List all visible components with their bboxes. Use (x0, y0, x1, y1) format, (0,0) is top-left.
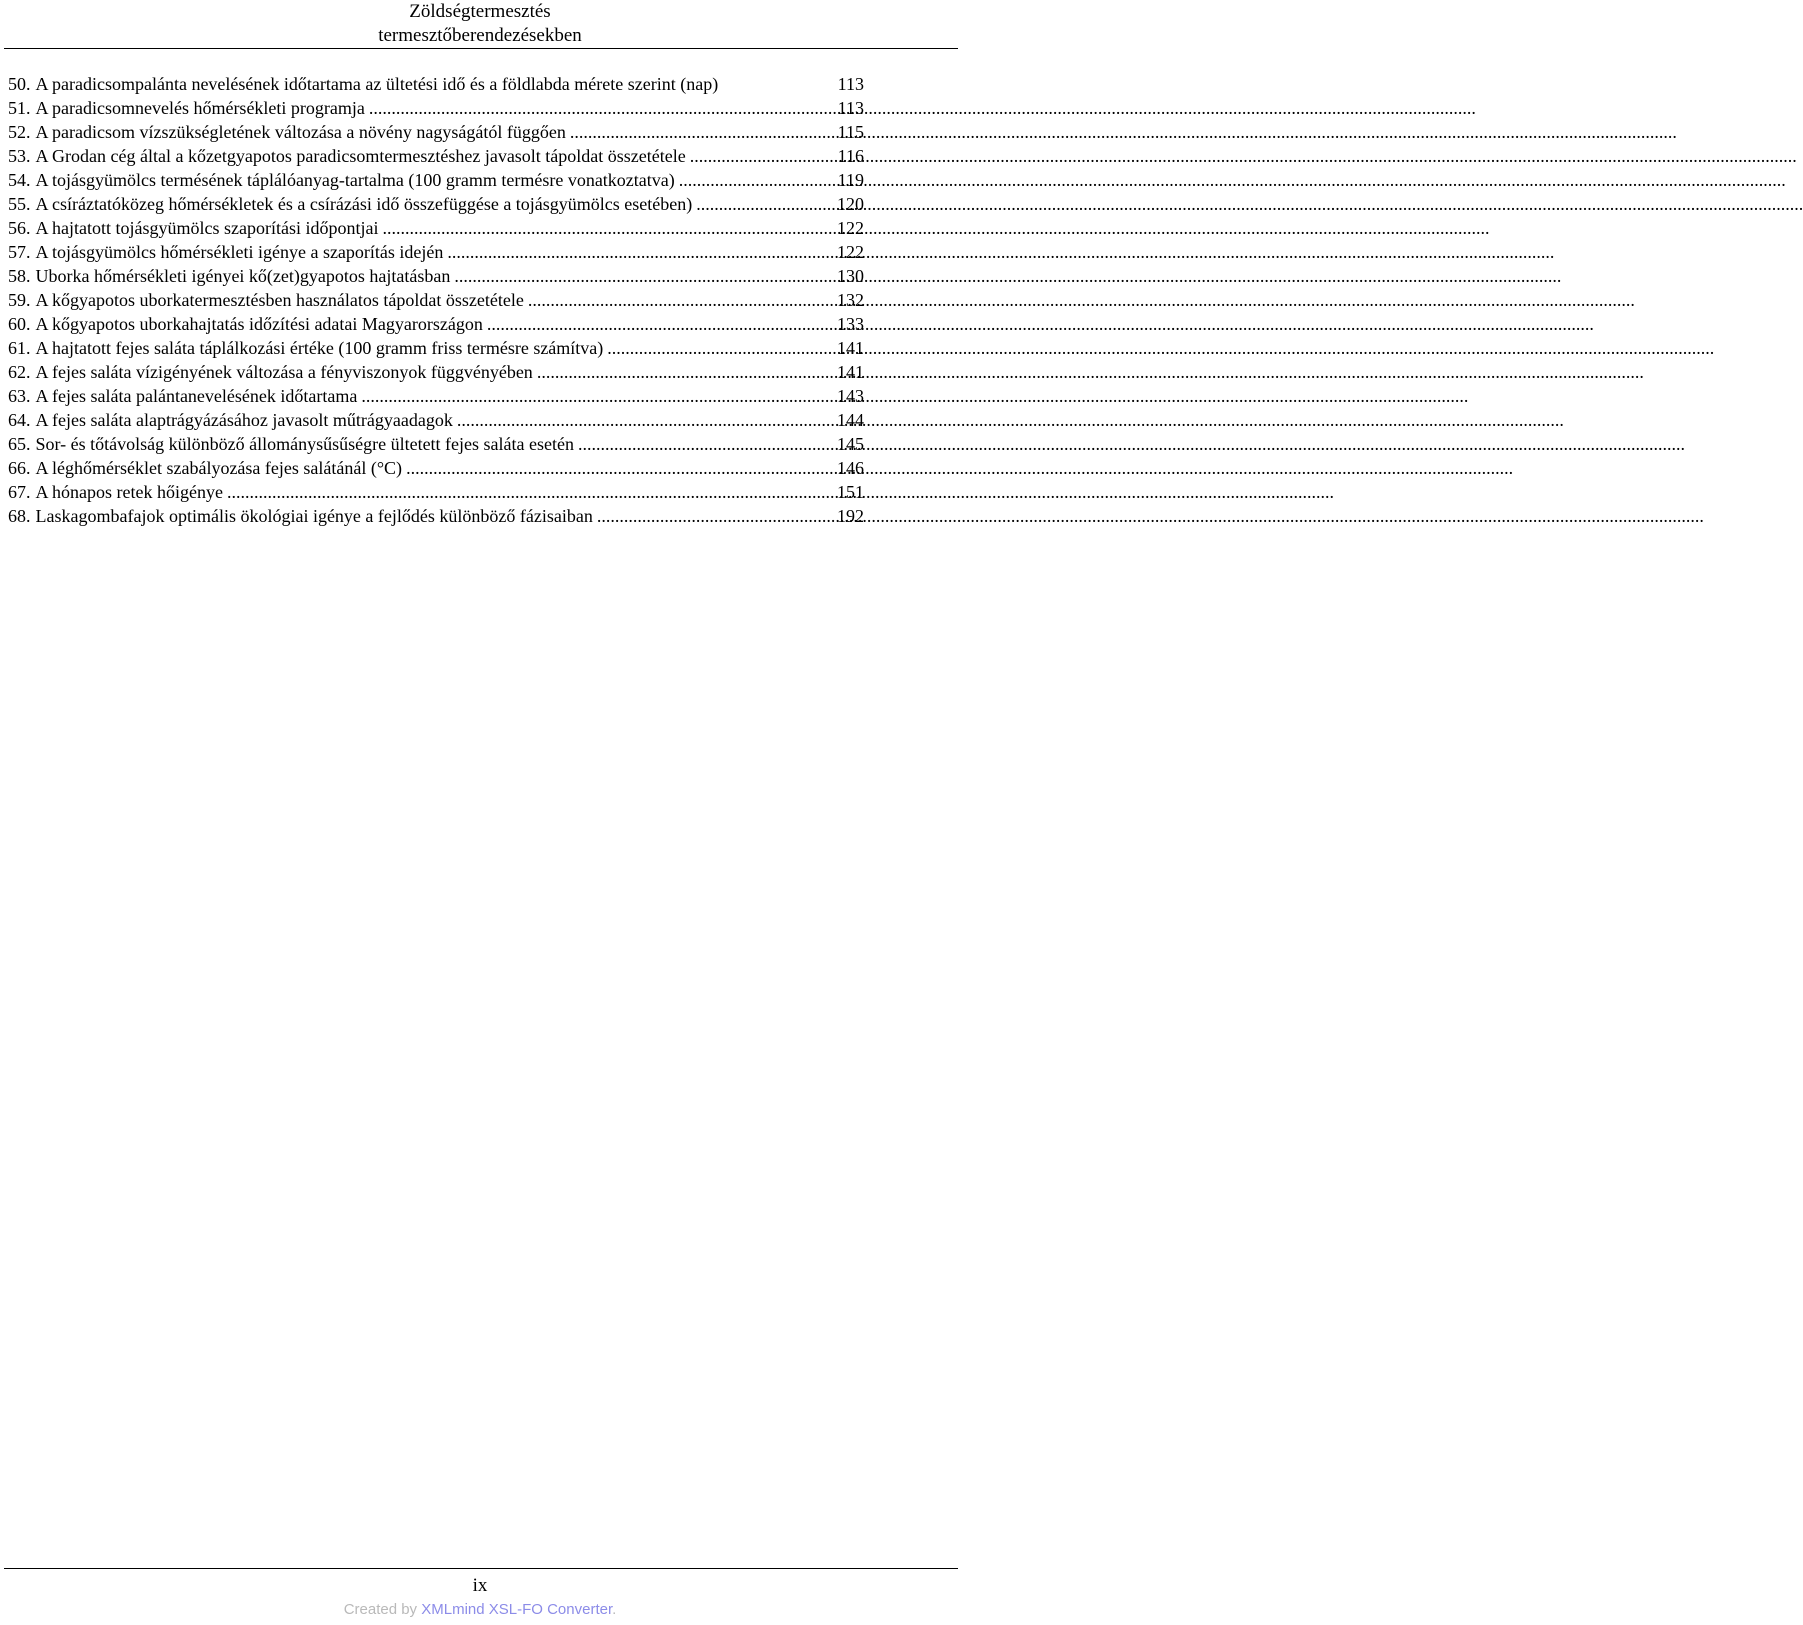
toc-entry-number: 56. (8, 218, 31, 238)
toc-entry-title: A csíráztatóközeg hőmérsékletek és a csírázási idő összefüggése a tojásgyümölcs esetében) (35, 194, 693, 214)
toc-entry-leader (361, 384, 831, 408)
toc-entry-number: 59. (8, 290, 31, 310)
toc-entry-page: 116 (837, 146, 864, 166)
toc-entry-page: 146 (837, 458, 864, 478)
toc-entry[interactable] (8, 384, 864, 408)
converter-credit (0, 1600, 960, 1620)
toc-entry[interactable] (8, 144, 864, 168)
toc-entry-title: A léghőmérséklet szabályozása fejes salátánál (°C) (35, 458, 403, 478)
toc-entry-leader (382, 216, 831, 240)
toc-entry-number: 68. (8, 506, 31, 526)
toc-entry-number: 63. (8, 386, 31, 406)
toc-entry[interactable] (8, 360, 864, 384)
toc-entry[interactable] (8, 408, 864, 432)
toc-entry-title: Sor- és tőtávolság különböző állománysűsűségre ültetett fejes saláta esetén (35, 434, 574, 454)
toc-entry-title: A tojásgyümölcs hőmérsékleti igénye a szaporítás idején (35, 242, 444, 262)
toc-entry-page: 122 (837, 218, 864, 238)
toc-entry-number: 51. (8, 98, 31, 118)
toc-entry[interactable] (8, 240, 864, 264)
toc-entry-number: 66. (8, 458, 31, 478)
toc-entry-leader (528, 288, 831, 312)
toc-entry-page: 141 (837, 338, 864, 358)
toc-entry-title: A hajtatott tojásgyümölcs szaporítási időpontjai (35, 218, 379, 238)
toc-entry-title: Uborka hőmérsékleti igényei kő(zet)gyapotos hajtatásban (35, 266, 451, 286)
toc-entry-page: 141 (837, 362, 864, 382)
toc-entry-page: 192 (837, 506, 864, 526)
toc-entry-leader (696, 192, 831, 216)
toc-entry[interactable] (8, 432, 864, 456)
toc-entry-leader (457, 408, 831, 432)
toc-entry-title: A paradicsomnevelés hőmérsékleti programja (35, 98, 365, 118)
toc-entry-title: A hajtatott fejes saláta táplálkozási értéke (100 gramm friss termésre számítva) (35, 338, 604, 358)
toc-entry-leader (406, 456, 831, 480)
toc-entry-title: A tojásgyümölcs termésének táplálóanyag-tartalma (100 gramm termésre vonatkoztatva) (35, 170, 675, 190)
toc-entry-title: A Grodan cég által a kőzetgyapotos paradicsomtermesztéshez javasolt tápoldat összetétele (35, 146, 686, 166)
toc-entry-title: A hónapos retek hőigénye (35, 482, 223, 502)
toc-entry-number: 58. (8, 266, 31, 286)
toc-entry[interactable] (8, 312, 864, 336)
toc-entry-page: 132 (837, 290, 864, 310)
toc-entry[interactable] (8, 288, 864, 312)
toc-entry-page: 130 (837, 266, 864, 286)
toc-entry-number: 53. (8, 146, 31, 166)
toc-entry-leader (607, 336, 831, 360)
toc-entry-number: 57. (8, 242, 31, 262)
toc-entry-number: 54. (8, 170, 31, 190)
toc-entry-title: A kőgyapotos uborkahajtatás időzítési adatai Magyarországon (35, 314, 483, 334)
toc-entry-title: A kőgyapotos uborkatermesztésben használatos tápoldat összetétele (35, 290, 524, 310)
toc-entry-number: 62. (8, 362, 31, 382)
toc-entry-title: A fejes saláta alaptrágyázásához javasolt műtrágyaadagok (35, 410, 453, 430)
toc-entry-leader (487, 312, 831, 336)
toc-entry-title: A paradicsompalánta nevelésének időtartama az ültetési idő és a földlabda mérete szerint (nap) (35, 74, 719, 94)
toc-entry-leader (690, 144, 832, 168)
toc-entry[interactable] (8, 504, 864, 528)
toc-entry-page: 143 (837, 386, 864, 406)
toc-entry-title: A fejes saláta palántanevelésének időtartama (35, 386, 358, 406)
toc-entry-leader (447, 240, 831, 264)
page-number: ix (472, 1575, 488, 1596)
toc-entry-title: Laskagombafajok optimális ökológiai igénye a fejlődés különböző fázisaiban (35, 506, 593, 526)
toc-entry-leader (454, 264, 831, 288)
toc-entry-title: A fejes saláta vízigényének változása a fényviszonyok függvényében (35, 362, 533, 382)
toc-entry[interactable] (8, 216, 864, 240)
toc-entry-number: 61. (8, 338, 31, 358)
table-of-tables (8, 72, 864, 528)
toc-entry-leader (369, 96, 832, 120)
header-divider (4, 48, 958, 49)
toc-entry[interactable] (8, 192, 864, 216)
toc-entry-number: 52. (8, 122, 31, 142)
page-header (0, 0, 960, 48)
toc-entry-page: 144 (837, 410, 864, 430)
creator-link[interactable]: XMLmind XSL-FO Converter (421, 1601, 613, 1618)
toc-entry-leader (227, 480, 831, 504)
toc-entry-leader (537, 360, 831, 384)
footer-divider (4, 1568, 958, 1569)
toc-entry[interactable] (8, 480, 864, 504)
toc-entry-page: 145 (837, 434, 864, 454)
toc-entry-leader (578, 432, 831, 456)
header-title-line1: Zöldségtermesztés (409, 1, 551, 22)
toc-entry-number: 64. (8, 410, 31, 430)
toc-entry-page: 151 (837, 482, 864, 502)
toc-entry-number: 65. (8, 434, 31, 454)
creator-suffix: . (612, 1601, 617, 1618)
creator-prefix: Created by (343, 1601, 422, 1618)
header-title-line2: termesztőberendezésekben (378, 25, 582, 46)
toc-entry-leader (570, 120, 832, 144)
toc-entry-page: 119 (837, 170, 864, 190)
toc-entry-page: 113 (837, 74, 864, 94)
toc-entry-page: 113 (837, 98, 864, 118)
toc-entry[interactable] (8, 264, 864, 288)
toc-entry-number: 55. (8, 194, 31, 214)
toc-entry-page: 115 (837, 122, 864, 142)
toc-entry[interactable] (8, 336, 864, 360)
toc-entry-number: 50. (8, 74, 31, 94)
toc-entry[interactable] (8, 168, 864, 192)
toc-entry-leader (679, 168, 832, 192)
toc-entry-title: A paradicsom vízszükségletének változása a növény nagyságától függően (35, 122, 566, 142)
toc-entry-leader (597, 504, 831, 528)
toc-entry[interactable] (8, 456, 864, 480)
toc-entry[interactable] (8, 96, 864, 120)
toc-entry-page: 120 (837, 194, 864, 214)
toc-entry-page: 133 (837, 314, 864, 334)
toc-entry-number: 67. (8, 482, 31, 502)
toc-entry-number: 60. (8, 314, 31, 334)
toc-entry-page: 122 (837, 242, 864, 262)
toc-entry[interactable] (8, 120, 864, 144)
toc-entry[interactable] (8, 72, 864, 96)
